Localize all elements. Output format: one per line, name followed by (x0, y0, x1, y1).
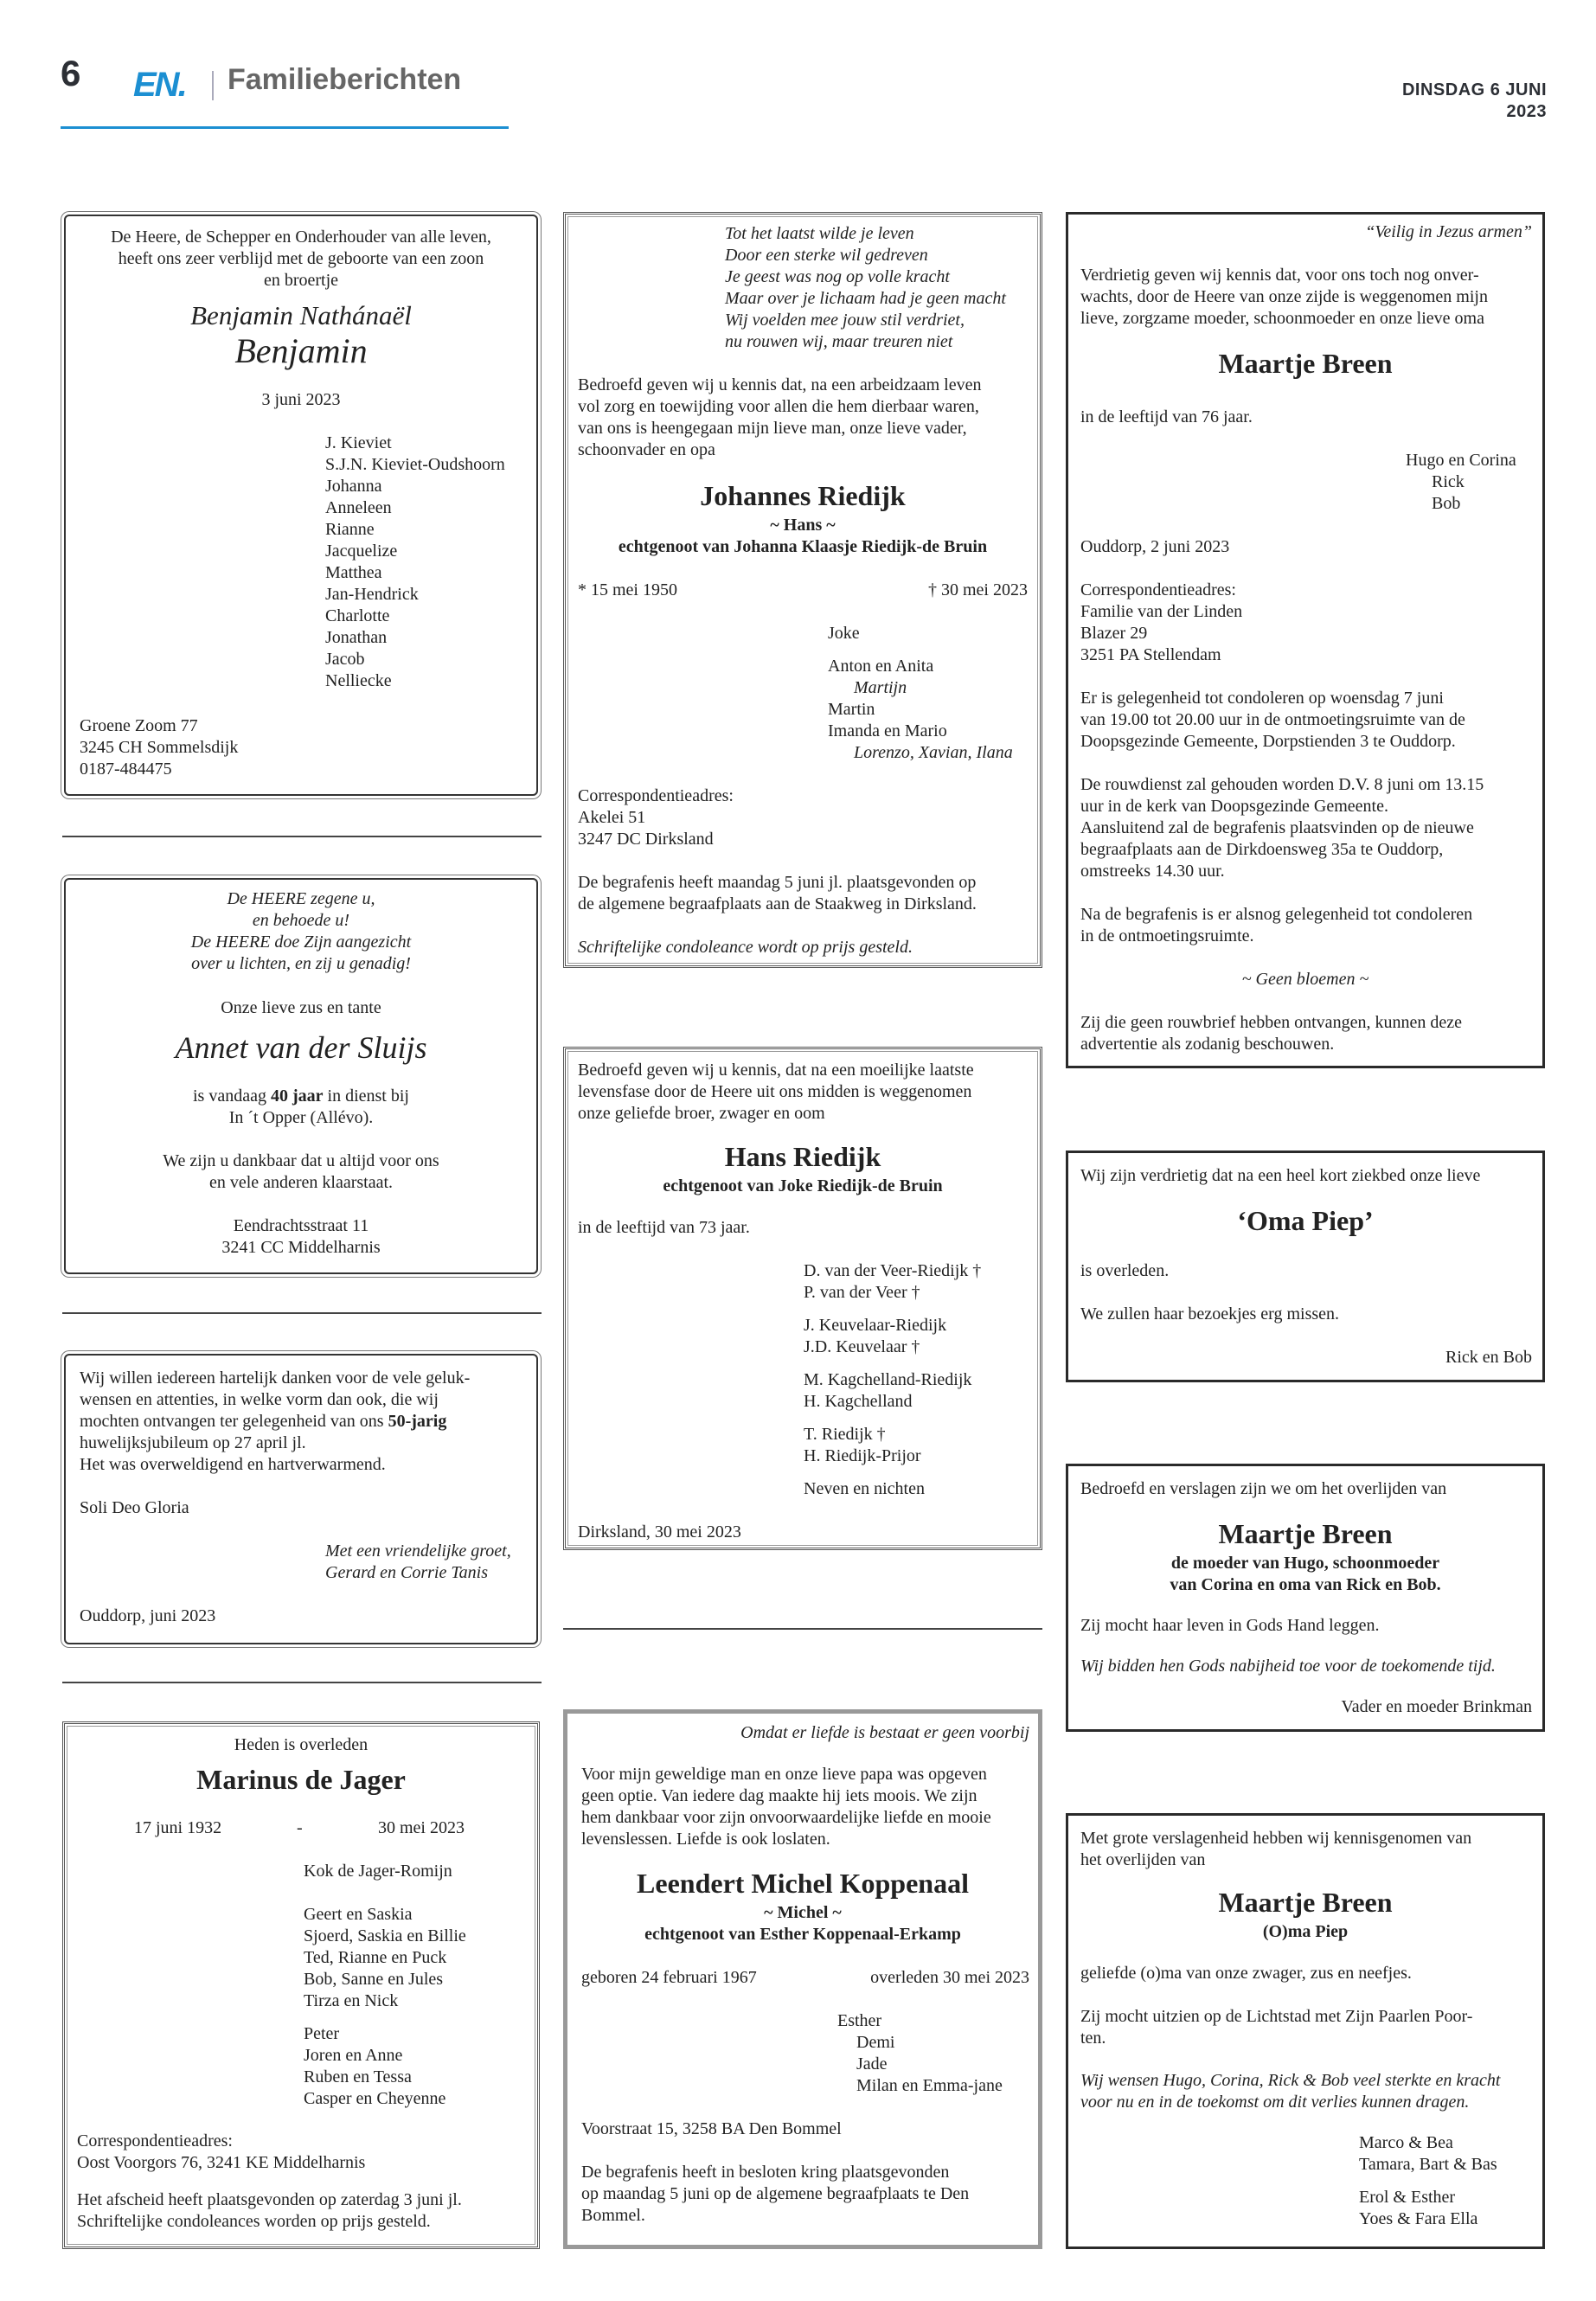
blessing-line: over u lichten, en zij u genadig! (191, 954, 411, 973)
obituary-koppenaal (563, 1709, 1042, 2249)
note-line: advertentie als zodanig beschouwen. (1080, 1035, 1335, 1054)
funeral-line: Bommel. (581, 2206, 645, 2225)
birth-date: 3 juni 2023 (261, 390, 341, 409)
intro-line: Met grote verslagenheid hebben wij kennisgenomen van (1080, 1829, 1472, 1848)
service-line: uur in de kerk van Doopsgezinde Gemeente. (1080, 797, 1388, 816)
text-line: levenslessen. Liefde is ook loslaten. (581, 1830, 830, 1849)
name: Leendert Michel Koppenaal (637, 1868, 969, 1899)
service-line: De rouwdienst zal gehouden worden D.V. 8 juni om 13.15 (1080, 775, 1484, 794)
poem-line: Maar over je lichaam had je geen macht (725, 289, 1006, 308)
text-line: Zij mocht uitzien op de Lichtstad met Zijn Paarlen Poor- (1080, 2007, 1473, 2026)
text: mochten ontvangen ter gelegenheid van ons (80, 1412, 388, 1431)
family-name: Jonathan (325, 628, 388, 647)
corr-address: Oost Voorgors 76, 3241 KE Middelharnis (77, 2153, 366, 2172)
name: ‘Oma Piep’ (1237, 1205, 1374, 1236)
signature-line: Tamara, Bart & Bas (1359, 2155, 1497, 2174)
text-line: Het was overweldigend en hartverwarmend. (80, 1455, 386, 1474)
family-line: Sjoerd, Saskia en Billie (304, 1926, 466, 1945)
spouse: echtgenoot van Esther Koppenaal-Erkamp (644, 1925, 961, 1944)
obituary-breen-brinkman (1066, 1464, 1545, 1732)
text-line: ten. (1080, 2029, 1106, 2048)
signature: Rick en Bob (1445, 1348, 1532, 1367)
obituary-johannes-riedijk (563, 212, 1042, 968)
signature: Vader en moeder Brinkman (1341, 1697, 1532, 1716)
text-line: wensen en attenties, in welke vorm dan ook, die wij (80, 1390, 439, 1409)
condolence-line: van 19.00 tot 20.00 uur in de ontmoetingsruimte van de (1080, 710, 1465, 729)
intro-line: heeft ons zeer verblijd met de geboorte van een zoon (118, 249, 484, 268)
condolence-line: Er is gelegenheid tot condoleren op woensdag 7 juni (1080, 689, 1444, 708)
motto: Soli Deo Gloria (80, 1498, 189, 1517)
family-line: T. Riedijk † (804, 1425, 886, 1444)
divider (62, 836, 542, 837)
obituary-jager (62, 1721, 540, 2249)
newspaper-logo[interactable]: EN. (133, 65, 186, 104)
blessing-line: en behoede u! (252, 911, 350, 930)
birth-date: 17 juni 1932 (134, 1818, 222, 1837)
farewell-line: Schriftelijke condoleances worden op prijs gesteld. (77, 2212, 431, 2231)
family-line: Lorenzo, Xavian, Ilana (854, 743, 1013, 762)
miss-line: We zullen haar bezoekjes erg missen. (1080, 1304, 1340, 1324)
text-line: huwelijksjubileum op 27 april jl. (80, 1433, 306, 1452)
header-rule (61, 126, 509, 129)
note-line: Zij die geen rouwbrief hebben ontvangen, kunnen deze (1080, 1013, 1462, 1032)
age: in de leeftijd van 76 jaar. (1080, 407, 1253, 426)
name: Maartje Breen (1218, 348, 1393, 379)
family-line: Jade (856, 2054, 888, 2073)
family-line: Joke (828, 624, 860, 643)
name: Johannes Riedijk (700, 480, 906, 511)
section-title: Familieberichten (228, 63, 462, 96)
family-line: Tirza en Nick (304, 1991, 399, 2010)
workplace: In ´t Opper (Allévo). (228, 1108, 374, 1127)
death-date: overleden 30 mei 2023 (870, 1968, 1029, 1987)
intro-line: Bedroefd geven wij u kennis, dat na een moeilijke laatste (578, 1061, 974, 1080)
call-name: Benjamin (234, 331, 368, 370)
header-separator (212, 71, 214, 100)
divider (563, 1628, 1042, 1630)
years: 40 jaar (270, 1086, 324, 1106)
family-line: Rick (1432, 472, 1465, 491)
address-line: 3245 CH Sommelsdijk (80, 738, 239, 757)
name: Annet van der Sluijs (175, 1030, 427, 1065)
address-line: Eendrachtsstraat 11 (233, 1216, 369, 1235)
family-line: Anton en Anita (828, 657, 934, 676)
motto: “Veilig in Jezus armen” (1365, 222, 1532, 241)
intro-line: van ons is heengegaan mijn lieve man, onze lieve vader, (578, 419, 967, 438)
text: is vandaag (193, 1086, 271, 1106)
full-name: Benjamin Nathánaël (190, 300, 412, 330)
family-name: Jacquelize (325, 542, 398, 561)
corr-line: 3247 DC Dirksland (578, 830, 714, 849)
place-date: Ouddorp, juni 2023 (80, 1606, 216, 1625)
intro-line: lieve, zorgzame moeder, schoonmoeder en onze lieve oma (1080, 309, 1484, 328)
spouse: echtgenoot van Joke Riedijk-de Bruin (663, 1176, 943, 1195)
signature-line: Yoes & Fara Ella (1359, 2209, 1478, 2228)
text: in dienst bij (323, 1086, 409, 1106)
nickname: ~ Hans ~ (770, 516, 836, 535)
wish-line: Wij wensen Hugo, Corina, Rick & Bob veel sterkte en kracht (1080, 2071, 1501, 2090)
family-line: Ruben en Tessa (304, 2067, 412, 2086)
farewell-line: Het afscheid heeft plaatsgevonden op zaterdag 3 juni jl. (77, 2190, 462, 2209)
intro-line: levensfase door de Heere uit ons midden is weggenomen (578, 1082, 972, 1101)
text-line: geen optie. Van iedere dag maakte hij iets moois. We zijn (581, 1786, 977, 1805)
spouse: echtgenoot van Johanna Klaasje Riedijk-de Bruin (618, 537, 988, 556)
family-line: Demi (856, 2033, 895, 2052)
family-line: Milan en Emma-jane (856, 2076, 1003, 2095)
signature-line: Erol & Esther (1359, 2188, 1456, 2207)
family-line: J. Keuvelaar-Riedijk (804, 1316, 947, 1335)
wish-line: voor nu en in de toekomst om dit verlies kunnen dragen. (1080, 2093, 1470, 2112)
poem-line: nu rouwen wij, maar treuren niet (725, 332, 953, 351)
intro-line: en broertje (263, 271, 339, 290)
family-line: Imanda en Mario (828, 721, 947, 740)
birth-date: * 15 mei 1950 (578, 580, 677, 599)
family-line: Kok de Jager-Romijn (304, 1862, 452, 1881)
corr-line: Correspondentieadres: (578, 786, 734, 805)
death-date: 30 mei 2023 (378, 1818, 465, 1837)
relation-line: van Corina en oma van Rick en Bob. (1170, 1575, 1441, 1594)
intro-line: vol zorg en toewijding voor allen die hem dierbaar waren, (578, 397, 979, 416)
after-line: Na de begrafenis is er alsnog gelegenheid tot condoleren (1080, 905, 1473, 924)
family-name: Rianne (325, 520, 375, 539)
family-name: J. Kieviet (325, 433, 392, 452)
family-line: Martin (828, 700, 875, 719)
family-line: Joren en Anne (304, 2046, 403, 2065)
service-line: omstreeks 14.30 uur. (1080, 862, 1225, 881)
page-number: 6 (61, 53, 81, 93)
family-line: D. van der Veer-Riedijk † (804, 1261, 982, 1280)
death-date: † 30 mei 2023 (928, 580, 1028, 599)
condolence-note: Schriftelijke condoleance wordt op prijs gesteld. (578, 938, 913, 957)
obituary-oma-piep (1066, 1150, 1545, 1382)
corr-line: Blazer 29 (1080, 624, 1148, 643)
family-name: Jan-Hendrick (325, 585, 419, 604)
condolence-line: Doopsgezinde Gemeente, Dorpstienden 3 te Ouddorp. (1080, 732, 1456, 751)
intro-line: schoonvader en opa (578, 440, 715, 459)
family-line: Hugo en Corina (1406, 451, 1516, 470)
intro-line: Verdrietig geven wij kennis dat, voor ons toch nog onver- (1080, 266, 1479, 285)
obituary-maartje-breen (1066, 212, 1545, 1068)
address-line: 3241 CC Middelharnis (221, 1238, 381, 1257)
family-line: H. Riedijk-Prijor (804, 1446, 921, 1465)
divider (62, 1312, 542, 1314)
date-separator: - (297, 1818, 303, 1837)
years: 50-jarig (388, 1412, 447, 1431)
name: Maartje Breen (1218, 1518, 1393, 1549)
intro-line: Bedroefd geven wij u kennis dat, na een arbeidzaam leven (578, 375, 982, 394)
text-line: Wij willen iedereen hartelijk danken voor de vele geluk- (80, 1368, 471, 1388)
nickname: ~ Michel ~ (764, 1903, 842, 1922)
intro-line: onze geliefde broer, zwager en oom (578, 1104, 825, 1123)
intro-line: het overlijden van (1080, 1850, 1206, 1869)
text: Zij mocht haar leven in Gods Hand leggen. (1080, 1616, 1380, 1635)
relation-line: de moeder van Hugo, schoonmoeder (1170, 1554, 1440, 1573)
funeral-line: De begrafenis heeft maandag 5 juni jl. plaatsgevonden op (578, 873, 977, 892)
address: Voorstraat 15, 3258 BA Den Bommel (581, 2119, 842, 2138)
greeting: Met een vriendelijke groet, (325, 1541, 511, 1561)
family-line: Bob (1432, 494, 1461, 513)
intro: Wij zijn verdrietig dat na een heel kort ziekbed onze lieve (1080, 1166, 1481, 1185)
relation: geliefde (o)ma van onze zwager, zus en neefjes. (1080, 1964, 1412, 1983)
family-line: Martijn (854, 678, 907, 697)
family-name: Jacob (325, 650, 365, 669)
poem-line: Tot het laatst wilde je leven (725, 224, 914, 243)
corr-line: 3251 PA Stellendam (1080, 645, 1221, 664)
obituary-hans-riedijk (563, 1047, 1042, 1550)
funeral-line: op maandag 5 juni op de algemene begraafplaats te Den (581, 2184, 970, 2203)
funeral-line: De begrafenis heeft in besloten kring plaatsgevonden (581, 2163, 950, 2182)
family-name: Matthea (325, 563, 382, 582)
family-name: Nelliecke (325, 671, 392, 690)
issue-date: DINSDAG 6 JUNI 2023 (1401, 80, 1547, 121)
thanks-line: en vele anderen klaarstaat. (208, 1173, 394, 1192)
family-line: Ted, Rianne en Puck (304, 1948, 447, 1967)
intro-line: De Heere, de Schepper en Onderhouder van alle leven, (111, 228, 491, 247)
family-line: Bob, Sanne en Jules (304, 1970, 444, 1989)
motto: Omdat er liefde is bestaat er geen voorbij (740, 1723, 1029, 1742)
family-name: Anneleen (325, 498, 392, 517)
nickname: (O)ma Piep (1262, 1922, 1349, 1941)
signature-line: Marco & Bea (1359, 2133, 1453, 2152)
birth-announcement-benjamin (64, 215, 538, 796)
family-line: P. van der Veer † (804, 1283, 920, 1302)
family-name: Johanna (325, 477, 382, 496)
poem-line: Je geest was nog op volle kracht (725, 267, 950, 286)
thanks-line: We zijn u dankbaar dat u altijd voor ons (163, 1151, 439, 1170)
intro-line: wachts, door de Heere van onze zijde is weggenomen mijn (1080, 287, 1488, 306)
family-name: Charlotte (325, 606, 390, 625)
phone-number: 0187-484475 (80, 760, 172, 779)
no-flowers: ~ Geen bloemen ~ (1241, 970, 1369, 989)
family-name: S.J.N. Kieviet-Oudshoorn (325, 455, 505, 474)
signature: Gerard en Corrie Tanis (325, 1563, 488, 1582)
service-line: begraafplaats aan de Dirkdoensweg 35a te Ouddorp, (1080, 840, 1444, 859)
blessing-line: De HEERE zegene u, (227, 889, 375, 908)
name: Marinus de Jager (196, 1764, 406, 1795)
service-line: Aansluitend zal de begrafenis plaatsvinden op de nieuwe (1080, 818, 1474, 837)
family-line: H. Kagchelland (804, 1392, 913, 1411)
funeral-line: de algemene begraafplaats aan de Staakweg in Dirksland. (578, 894, 977, 913)
intro: Onze lieve zus en tante (221, 998, 381, 1017)
intro: Bedroefd en verslagen zijn we om het overlijden van (1080, 1479, 1447, 1498)
family-line: Peter (304, 2024, 340, 2043)
family-line: Neven en nichten (804, 1479, 925, 1498)
name: Hans Riedijk (724, 1141, 881, 1172)
wish: Wij bidden hen Gods nabijheid toe voor de toekomende tijd. (1080, 1657, 1496, 1676)
age: in de leeftijd van 73 jaar. (578, 1218, 750, 1237)
intro: Heden is overleden (234, 1735, 369, 1754)
place-date: Dirksland, 30 mei 2023 (578, 1522, 741, 1541)
family-line: Geert en Saskia (304, 1905, 413, 1924)
anniversary-annet (64, 878, 538, 1274)
thanks-tanis (64, 1354, 538, 1644)
family-line: Esther (837, 2011, 882, 2030)
name: Maartje Breen (1218, 1887, 1393, 1918)
corr-line: Familie van der Linden (1080, 602, 1243, 621)
service-line (66, 1086, 536, 1107)
poem-line: Wij voelden mee jouw stil verdriet, (725, 311, 965, 330)
family-line: M. Kagchelland-Riedijk (804, 1370, 972, 1389)
corr-label: Correspondentieadres: (77, 2131, 233, 2150)
birth-date: geboren 24 februari 1967 (581, 1968, 757, 1987)
place-date: Ouddorp, 2 juni 2023 (1080, 537, 1230, 556)
corr-line: Correspondentieadres: (1080, 580, 1236, 599)
family-line: Casper en Cheyenne (304, 2089, 446, 2108)
address-line: Groene Zoom 77 (80, 716, 198, 735)
blessing-line: De HEERE doe Zijn aangezicht (190, 933, 412, 952)
text-line: Voor mijn geweldige man en onze lieve papa was opgeven (581, 1765, 987, 1784)
divider (62, 1682, 542, 1683)
text-line: hem dankbaar voor zijn onvoorwaardelijke liefde en mooie (581, 1808, 991, 1827)
obituary-breen-oma-piep (1066, 1813, 1545, 2249)
text-line (80, 1411, 446, 1433)
family-line: J.D. Keuvelaar † (804, 1337, 920, 1356)
poem-line: Door een sterke wil gedreven (725, 246, 928, 265)
passed-line: is overleden. (1080, 1261, 1170, 1280)
after-line: in de ontmoetingsruimte. (1080, 926, 1254, 945)
corr-line: Akelei 51 (578, 808, 646, 827)
